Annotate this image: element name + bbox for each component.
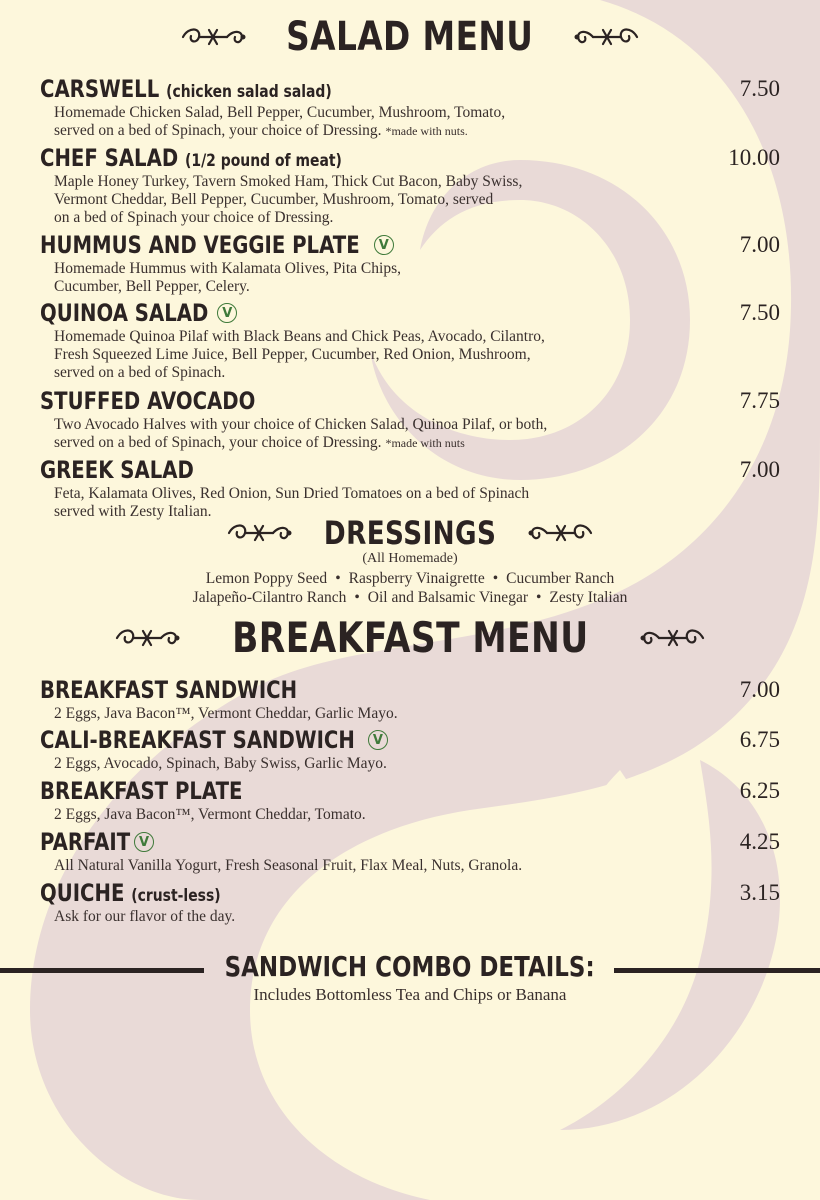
item-description: Feta, Kalamata Olives, Red Onion, Sun Dried Tomatoes on a bed of Spinach served with Zesty Italian.: [54, 485, 530, 520]
item-description: Homemade Quinoa Pilaf with Black Beans and Chick Peas, Avocado, Cilantro, Fresh Squeezed Lime Juice, Bell Pepper, Cucumber, Red Onion, Mushroom, served on a bed of Spinach.: [54, 328, 545, 381]
separator-dot: •: [535, 589, 542, 606]
item-price: 6.75: [739, 727, 780, 752]
item-name: HUMMUS AND VEGGIE PLATE: [40, 231, 360, 259]
item-name: CHEF SALAD (1/2 pound of meat): [40, 144, 342, 172]
dressings-line-2: [0, 589, 820, 607]
item-description: 2 Eggs, Java Bacon™, Vermont Cheddar, Garlic Mayo.: [54, 705, 398, 722]
item-price: 6.25: [739, 778, 780, 803]
item-price: 7.00: [739, 457, 780, 482]
item-price: 4.25: [739, 829, 780, 854]
item-price: 10.00: [728, 145, 780, 170]
left-ornament-icon: [113, 625, 181, 651]
vegetarian-icon: V: [217, 303, 237, 323]
item-price: 7.00: [739, 232, 780, 257]
item-description: Homemade Hummus with Kalamata Olives, Pita Chips, Cucumber, Bell Pepper, Celery.: [54, 260, 401, 295]
breakfast-item-plate: [40, 776, 780, 824]
item-description: Two Avocado Halves with your choice of Chicken Salad, Quinoa Pilaf, or both, served on a bed of Spinach, your choice of Dressing. *made with nuts: [54, 416, 548, 451]
item-price: 7.00: [739, 677, 780, 702]
item-description: 2 Eggs, Avocado, Spinach, Baby Swiss, Garlic Mayo.: [54, 755, 387, 772]
item-name: CALI-BREAKFAST SANDWICH: [40, 726, 355, 754]
dressing-option: Raspberry Vinaigrette: [348, 570, 485, 587]
left-ornament-icon: [179, 24, 247, 50]
item-price: 3.15: [739, 880, 780, 905]
salad-item-stuffed-avocado: [40, 386, 780, 452]
salad-item-hummus-plate: [40, 230, 780, 296]
breakfast-menu-header: [0, 613, 820, 662]
separator-dot: •: [335, 570, 341, 587]
salad-menu-header: [0, 14, 820, 60]
dressing-option: Zesty Italian: [549, 589, 628, 606]
item-price: 7.75: [739, 388, 780, 413]
vegetarian-icon: V: [374, 235, 394, 255]
breakfast-item-quiche: [40, 878, 780, 926]
item-description: All Natural Vanilla Yogurt, Fresh Seasonal Fruit, Flax Meal, Nuts, Granola.: [54, 857, 523, 874]
item-name: STUFFED AVOCADO: [40, 387, 256, 415]
dressings-line-1: [0, 570, 820, 588]
breakfast-item-cali-sandwich: [40, 725, 780, 773]
item-price: 7.50: [739, 300, 780, 325]
dressings-title: DRESSINGS: [323, 514, 497, 552]
right-ornament-icon: [573, 24, 641, 50]
vegetarian-icon: V: [134, 832, 154, 852]
salad-item-quinoa-salad: [40, 298, 780, 382]
item-name: BREAKFAST SANDWICH: [40, 676, 298, 704]
right-ornament-icon: [639, 625, 707, 651]
dressings-header: [0, 514, 820, 552]
salad-item-carswell: [40, 74, 780, 140]
separator-dot: •: [354, 589, 360, 606]
item-name: QUINOA SALAD: [40, 299, 209, 327]
left-ornament-icon: [225, 520, 293, 546]
breakfast-item-sandwich: [40, 675, 780, 723]
right-ornament-icon: [527, 520, 595, 546]
salad-menu-title: SALAD MENU: [286, 14, 534, 60]
item-name: BREAKFAST PLATE: [40, 777, 243, 805]
dressing-option: Cucumber Ranch: [506, 570, 615, 587]
dressing-option: Lemon Poppy Seed: [205, 570, 328, 587]
vegetarian-icon: V: [368, 730, 388, 750]
salad-item-chef-salad: [40, 143, 780, 227]
item-name: GREEK SALAD: [40, 456, 194, 484]
item-description: 2 Eggs, Java Bacon™, Vermont Cheddar, Tomato.: [54, 806, 366, 823]
item-name: CARSWELL (chicken salad salad): [40, 75, 332, 103]
salad-item-greek-salad: [40, 455, 780, 521]
combo-subtitle: Includes Bottomless Tea and Chips or Banana: [253, 985, 567, 1004]
separator-dot: •: [492, 570, 499, 587]
breakfast-menu-title: BREAKFAST MENU: [231, 613, 589, 662]
dressing-option: Jalapeño-Cilantro Ranch: [192, 589, 347, 606]
item-description: Maple Honey Turkey, Tavern Smoked Ham, Thick Cut Bacon, Baby Swiss, Vermont Cheddar, Bell Pepper, Cucumber, Mushroom, Tomato, served on a bed of Spinach your choice of Dressing.: [54, 173, 523, 226]
combo-title: SANDWICH COMBO DETAILS:: [224, 950, 596, 983]
item-description: Ask for our flavor of the day.: [54, 908, 236, 925]
item-name: QUICHE (crust-less): [40, 879, 221, 907]
breakfast-item-parfait: [40, 827, 780, 875]
item-name: PARFAIT: [40, 828, 131, 856]
dressings-subtitle: (All Homemade): [362, 551, 458, 566]
item-description: Homemade Chicken Salad, Bell Pepper, Cucumber, Mushroom, Tomato, served on a bed of Spinach, your choice of Dressing. *made with nuts.: [54, 104, 506, 139]
dressing-option: Oil and Balsamic Vinegar: [367, 589, 528, 606]
item-price: 7.50: [739, 76, 780, 101]
